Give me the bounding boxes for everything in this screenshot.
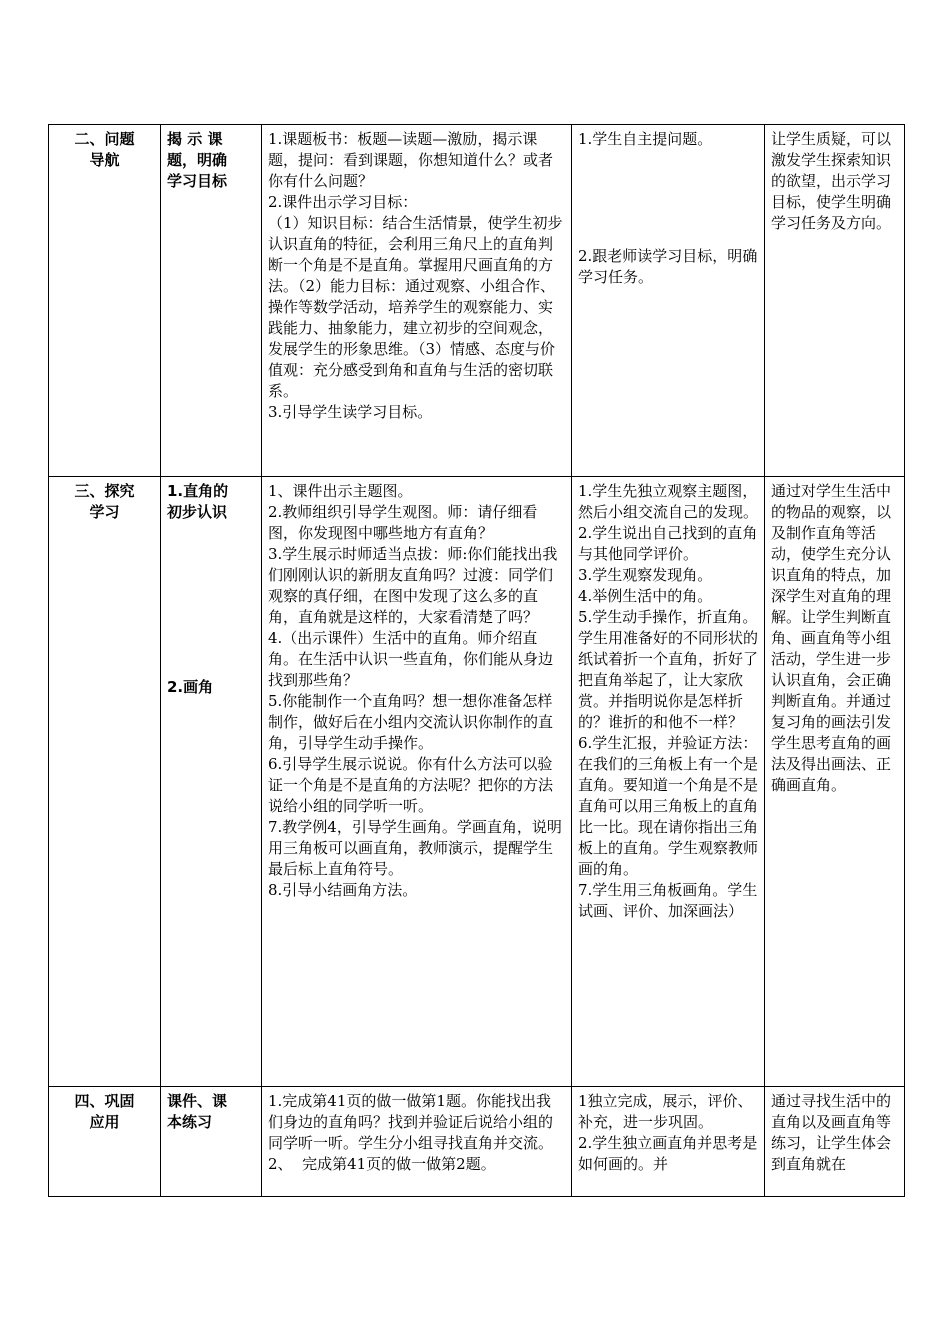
student-activity-text: 1.学生自主提问题。 [578, 130, 713, 148]
stage-cell: 四、巩固 应用 [49, 1087, 161, 1197]
table-row [49, 477, 905, 1087]
design-intent-cell: 通过寻找生活中的直角以及画直角等练习，让学生体会到直角就在 [765, 1087, 905, 1197]
lesson-plan-table [48, 124, 905, 1197]
design-intent-cell: 让学生质疑，可以激发学生探索知识的欲望，出示学习目标，使学生明确学习任务及方向。 [765, 125, 905, 477]
stage-cell: 三、探究 学习 [49, 477, 161, 1087]
teacher-activity-cell: 1.课题板书：板题—读题—激励，揭示课题，提问：看到课题，你想知道什么？或者你有什么问题？ 2.课件出示学习目标： （1）知识目标：结合生活情景，使学生初步认识直角的特征，会利用三角尺上的直角判断一个角是不是直角。掌握用尺画直角的方法。（2）能力目标：通过观察、小组合作、操作等数学活动，培养学生的观察能力、实践能力、抽象能力，建立初步的空间观念，发展学生的形象思维。（3）情感、态度与价值观：充分感受到角和直角与生活的密切联系。 3.引导学生读学习目标。 [262, 125, 572, 477]
teacher-activity-cell: 1、课件出示主题图。 2.教师组织引导学生观图。师：请仔细看图，你发现图中哪些地方有直角？ 3.学生展示时师适当点拔：师:你们能找出我们刚刚认识的新朋友直角吗？过渡：同学们观察的真仔细，在图中发现了这么多的直角，直角就是这样的，大家看清楚了吗？ 4.（出示课件）生活中的直角。师介绍直角。在生活中认识一些直角，你们能从身边找到那些角？ 5.你能制作一个直角吗？想一想你准备怎样制作，做好后在小组内交流认识你制作的直角，引导学生动手操作。 6.引导学生展示说说。你有什么方法可以验证一个角是不是直角的方法呢？把你的方法说给小组的同学听一听。 7.教学例4，引导学生画角。学画直角，说明用三角板可以画直角，教师演示，提醒学生最后标上直角符号。 8.引导小结画角方法。 [262, 477, 572, 1087]
teacher-activity-cell: 1.完成第41页的做一做第1题。你能找出我们身边的直角吗？找到并验证后说给小组的同学听一听。学生分小组寻找直角并交流。 2、 完成第41页的做一做第2题。 [262, 1087, 572, 1197]
table-row [49, 125, 905, 477]
student-activity-cell: 1.学生先独立观察主题图，然后小组交流自己的发现。 2.学生说出自己找到的直角与其他同学评价。 3.学生观察发现角。 4.举例生活中的角。 5.学生动手操作，折直角。学生用准备好的不同形状的纸试着折一个直角，折好了把直角举起了，让大家欣赏。并指明说你是怎样折的？谁折的和他不一样？ 6.学生汇报，并验证方法：在我们的三角板上有一个是直角。要知道一个角是不是直角可以用三角板上的直角比一比。现在请你指出三角板上的直角。学生观察教师画的角。 7.学生用三角板画角。学生试画、评价、加深画法） [572, 477, 765, 1087]
sub-step-cell: 揭 示 课 题，明确 学习目标 [161, 125, 262, 477]
sub-step-text: 2.画角 [167, 678, 214, 696]
sub-step-cell [161, 477, 262, 1087]
stage-cell: 二、问题 导航 [49, 125, 161, 477]
student-activity-text: 2.跟老师读学习目标，明确学习任务。 [578, 247, 758, 286]
design-intent-cell: 通过对学生生活中的物品的观察，以及制作直角等活动，使学生充分认识直角的特点，加深学生对直角的理解。让学生判断直角、画直角等小组活动，学生进一步认识直角，会正确判断直角。并通过复习角的画法引发学生思考直角的画法及得出画法、正确画直角。 [765, 477, 905, 1087]
spacer [167, 523, 255, 677]
student-activity-cell [572, 125, 765, 477]
sub-step-text: 1.直角的 初步认识 [167, 482, 229, 521]
student-activity-cell: 1独立完成，展示，评价、补充，进一步巩固。 2.学生独立画直角并思考是如何画的。并 [572, 1087, 765, 1197]
table-row [49, 1087, 905, 1197]
spacer [578, 150, 758, 246]
sub-step-cell: 课件、课 本练习 [161, 1087, 262, 1197]
